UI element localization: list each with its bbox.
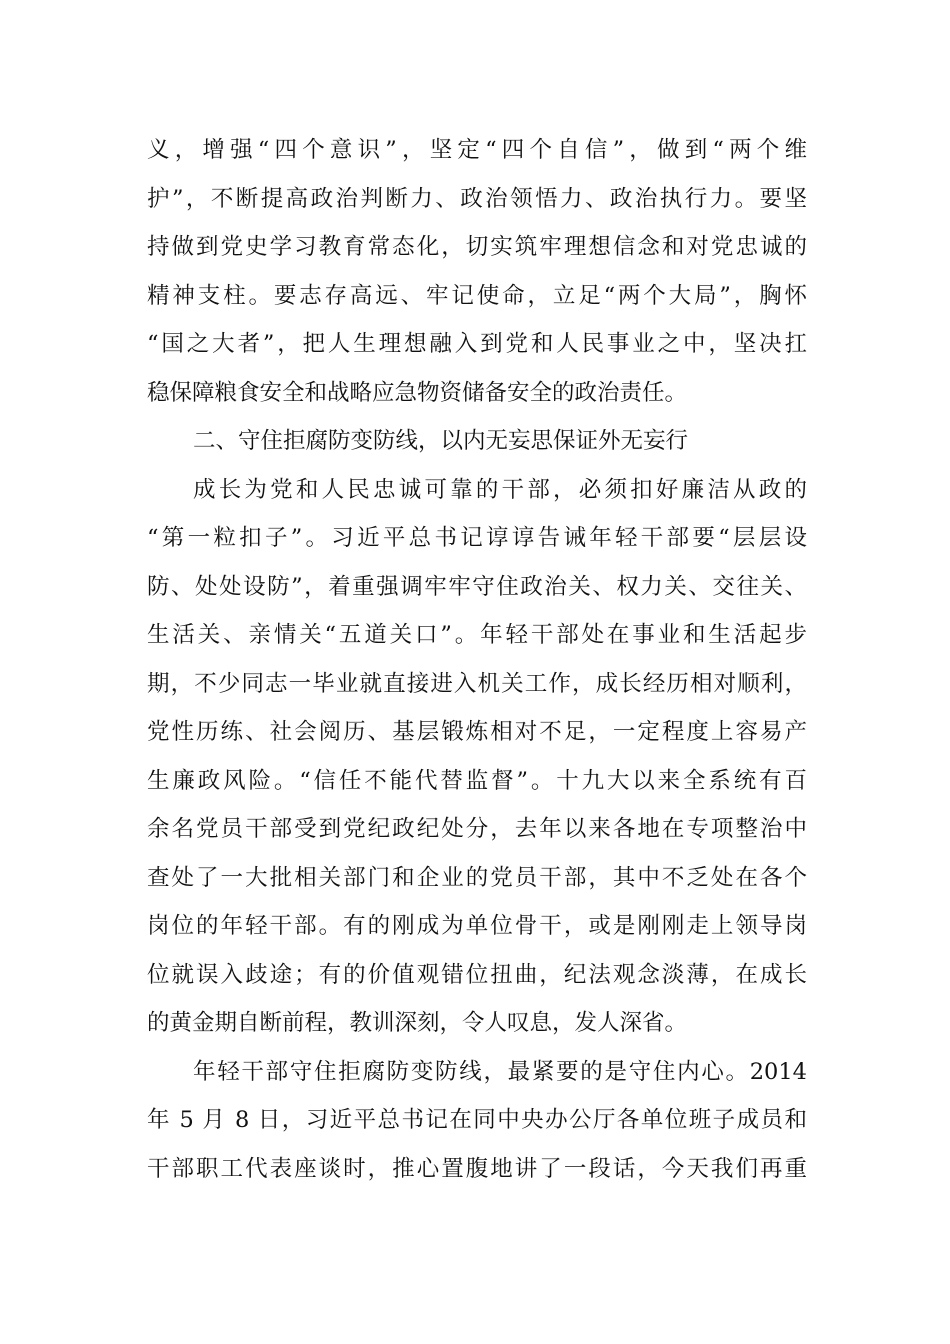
paragraph-2-line-4: 生活关、亲情关“五道关口”。年轻干部处在事业和生活起步 (147, 622, 807, 648)
paragraph-2-line-12: 的黄金期自断前程，教训深刻，令人叹息，发人深省。 (147, 1010, 688, 1036)
paragraph-1-line-1: 义，增强“四个意识”，坚定“四个自信”，做到“两个维 (147, 137, 807, 163)
paragraph-1-line-5: “国之大者”，把人生理想融入到党和人民事业之中，坚决扛 (147, 331, 807, 357)
paragraph-2-line-11: 位就误入歧途；有的价值观错位扭曲，纪法观念淡薄，在成长 (147, 961, 807, 988)
paragraph-2-line-3: 防、处处设防”，着重强调牢牢守住政治关、权力关、交往关、 (147, 573, 807, 600)
paragraph-1-line-4: 精神支柱。要志存高远、牢记使命，立足“两个大局”，胸怀 (147, 282, 807, 309)
paragraph-1-line-6: 稳保障粮食安全和战略应急物资储备安全的政治责任。 (147, 379, 688, 406)
paragraph-1-line-2: 护”，不断提高政治判断力、政治领悟力、政治执行力。要坚 (147, 185, 807, 212)
paragraph-2-line-8: 余名党员干部受到党纪政纪处分，去年以来各地在专项整治中 (147, 816, 807, 842)
paragraph-2-line-7: 生廉政风险。“信任不能代替监督”。十九大以来全系统有百 (147, 767, 807, 794)
paragraph-2-line-9: 查处了一大批相关部门和企业的党员干部，其中不乏处在各个 (147, 864, 807, 891)
paragraph-2-line-1: 成长为党和人民忠诚可靠的干部，必须扣好廉洁从政的 (193, 476, 807, 503)
document-body (147, 126, 807, 1193)
section-heading: 二、守住拒腐防变防线，以内无妄思保证外无妄行 (193, 428, 689, 454)
paragraph-1-line-3: 持做到党史学习教育常态化，切实筑牢理想信念和对党忠诚的 (147, 234, 807, 260)
paragraph-2-line-2: “第一粒扣子”。习近平总书记谆谆告诫年轻干部要“层层设 (147, 525, 807, 551)
paragraph-2-line-10: 岗位的年轻干部。有的刚成为单位骨干，或是刚刚走上领导岗 (147, 913, 807, 939)
paragraph-3-line-1: 年轻干部守住拒腐防变防线，最紧要的是守住内心。2014 (193, 1058, 807, 1085)
paragraph-2-line-6: 党性历练、社会阅历、基层锻炼相对不足，一定程度上容易产 (147, 719, 807, 745)
paragraph-3-line-2: 年 5 月 8 日，习近平总书记在同中央办公厅各单位班子成员和 (147, 1107, 807, 1133)
paragraph-3-line-3: 干部职工代表座谈时，推心置腹地讲了一段话，今天我们再重 (147, 1155, 807, 1182)
paragraph-2-line-5: 期，不少同志一毕业就直接进入机关工作，成长经历相对顺利， (147, 670, 807, 697)
